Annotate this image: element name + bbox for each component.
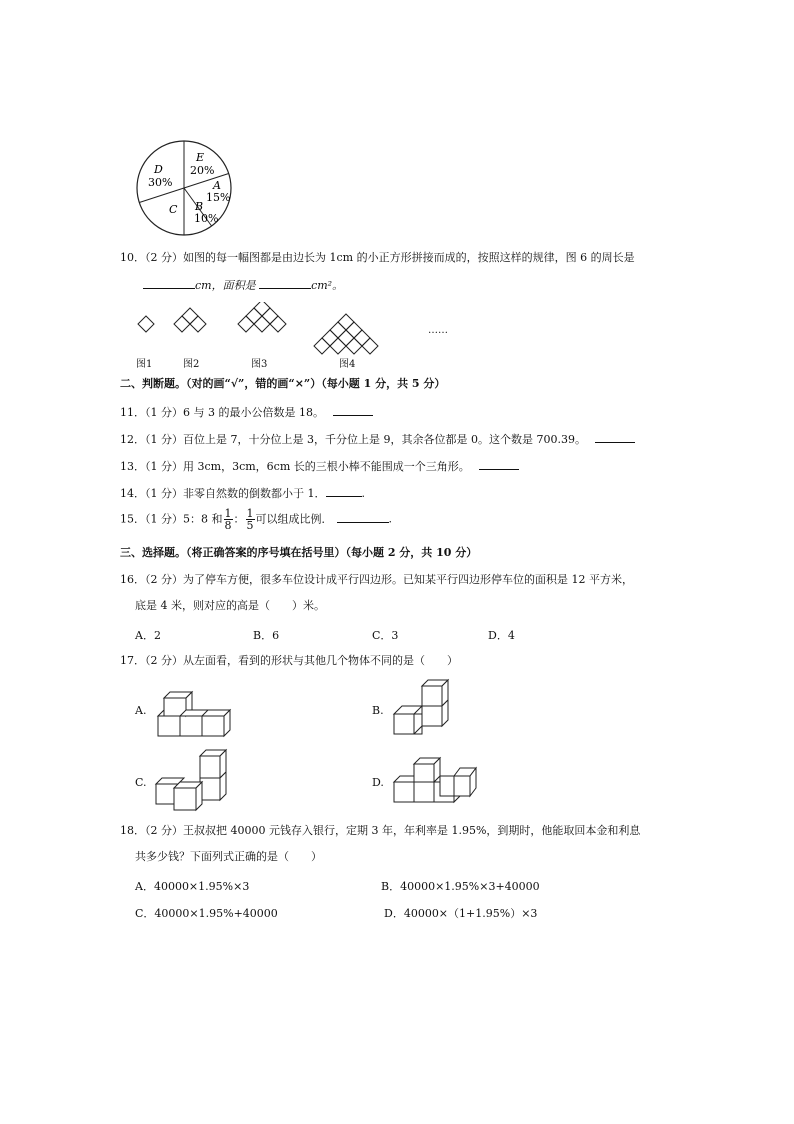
pie-label-c: C <box>169 203 178 216</box>
q10-caption-3: 图3 <box>251 359 268 370</box>
q11 <box>120 404 373 420</box>
q17-figure-c <box>152 748 236 814</box>
q15-prefix: 15．（1 分）5：8 和 <box>120 512 223 526</box>
q17-figure-d <box>390 752 480 808</box>
q15-fraction-1: $\frac{1}{8}$ <box>224 507 232 532</box>
q18-option-a[interactable]: A．40000×1.95%×3 <box>135 880 250 893</box>
pie-chart <box>134 138 234 238</box>
q15-colon: ： <box>233 512 245 526</box>
q17-figure-b <box>388 676 458 744</box>
q17-figure-a <box>152 680 236 740</box>
q17-option-b[interactable]: B. <box>372 704 384 717</box>
q18-line2: 共多少钱？下面列式正确的是（ ） <box>135 850 322 863</box>
q10-unit1: cm，面积是 <box>195 279 256 292</box>
q16-option-a[interactable]: A．2 <box>135 629 161 642</box>
q10-blank-perimeter[interactable] <box>143 277 195 289</box>
q16-line2: 底是 4 米，则对应的高是（ ）米。 <box>135 599 325 612</box>
q13-text: 13．（1 分）用 3cm，3cm，6cm 长的三根小棒不能围成一个三角形。 <box>120 460 470 473</box>
q17-option-c[interactable]: C. <box>135 776 147 789</box>
q11-text: 11．（1 分）6 与 3 的最小公倍数是 18。 <box>120 406 324 419</box>
pie-pct-a: 15% <box>206 191 231 204</box>
q15-fraction-2: $\frac{1}{5}$ <box>246 507 254 532</box>
pie-label-e: E <box>196 151 205 164</box>
q15: 15．（1 分）5：8 和 $\frac{1}{8}$ ： $\frac{1}{5}$ 可以组成比例． . <box>120 507 392 532</box>
q14-text: 14．（1 分）非零自然数的倒数都小于 1． <box>120 487 326 500</box>
q10-line1: 10．（2 分）如图的每一幅图都是由边长为 1cm 的小正方形拼接而成的，按照这样的规律，图 6 的周长是 <box>120 251 635 264</box>
q18-line1: 18．（2 分）王叔叔把 40000 元钱存入银行，定期 3 年，年利率是 1.95%，到期时，他能取回本金和利息 <box>120 824 641 837</box>
q12-answer-blank[interactable] <box>595 431 635 443</box>
q10-caption-4: 图4 <box>339 359 356 370</box>
q13 <box>120 458 519 474</box>
q13-answer-blank[interactable] <box>479 458 519 470</box>
pie-pct-b: 10% <box>194 212 219 225</box>
q10-caption-2: 图2 <box>183 359 200 370</box>
q15-suffix: 可以组成比例． <box>255 512 333 526</box>
q10-ellipsis: …… <box>428 325 448 336</box>
q18-option-b[interactable]: B．40000×1.95%×3+40000 <box>381 880 540 893</box>
pie-pct-d: 30% <box>148 176 173 189</box>
q10-pattern-figures <box>132 302 452 372</box>
q16-line1: 16．（2 分）为了停车方便，很多车位设计成平行四边形。已知某平行四边形停车位的面积是 12 平方米， <box>120 573 633 586</box>
q15-answer-blank[interactable] <box>337 511 389 523</box>
q18-option-d[interactable]: D．40000×（1+1.95%）×3 <box>384 907 538 920</box>
q14-answer-blank[interactable] <box>326 485 362 497</box>
section-2-title: 二、判断题。（对的画“√”，错的画“×”）（每小题 1 分，共 5 分） <box>120 377 446 390</box>
q11-answer-blank[interactable] <box>333 404 373 416</box>
q10-blank-area[interactable] <box>259 277 311 289</box>
q16-option-c[interactable]: C．3 <box>372 629 399 642</box>
q17-option-d[interactable]: D. <box>372 776 384 789</box>
q14: 14．（1 分）非零自然数的倒数都小于 1． . <box>120 487 365 500</box>
q12-text: 12．（1 分）百位上是 7，十分位上是 3，千分位上是 9，其余各位都是 0。这个数是 700.39。 <box>120 433 586 446</box>
q17-line1: 17．（2 分）从左面看，看到的形状与其他几个物体不同的是（ ） <box>120 654 458 667</box>
section-3-title: 三、选择题。（将正确答案的序号填在括号里）（每小题 2 分，共 10 分） <box>120 546 478 559</box>
q17-option-a[interactable]: A. <box>135 704 147 717</box>
q16-option-b[interactable]: B．6 <box>253 629 280 642</box>
q10-caption-1: 图1 <box>136 359 153 370</box>
q10-line2 <box>143 277 343 293</box>
q10-unit2: cm²。 <box>311 279 344 292</box>
q16-option-d[interactable]: D．4 <box>488 629 515 642</box>
pie-label-d: D <box>154 163 163 176</box>
pie-label-a: A <box>213 179 221 192</box>
pie-pct-e: 20% <box>190 164 215 177</box>
pie-label-b: B <box>195 200 204 213</box>
q18-option-c[interactable]: C．40000×1.95%+40000 <box>135 907 278 920</box>
q12 <box>120 431 635 447</box>
